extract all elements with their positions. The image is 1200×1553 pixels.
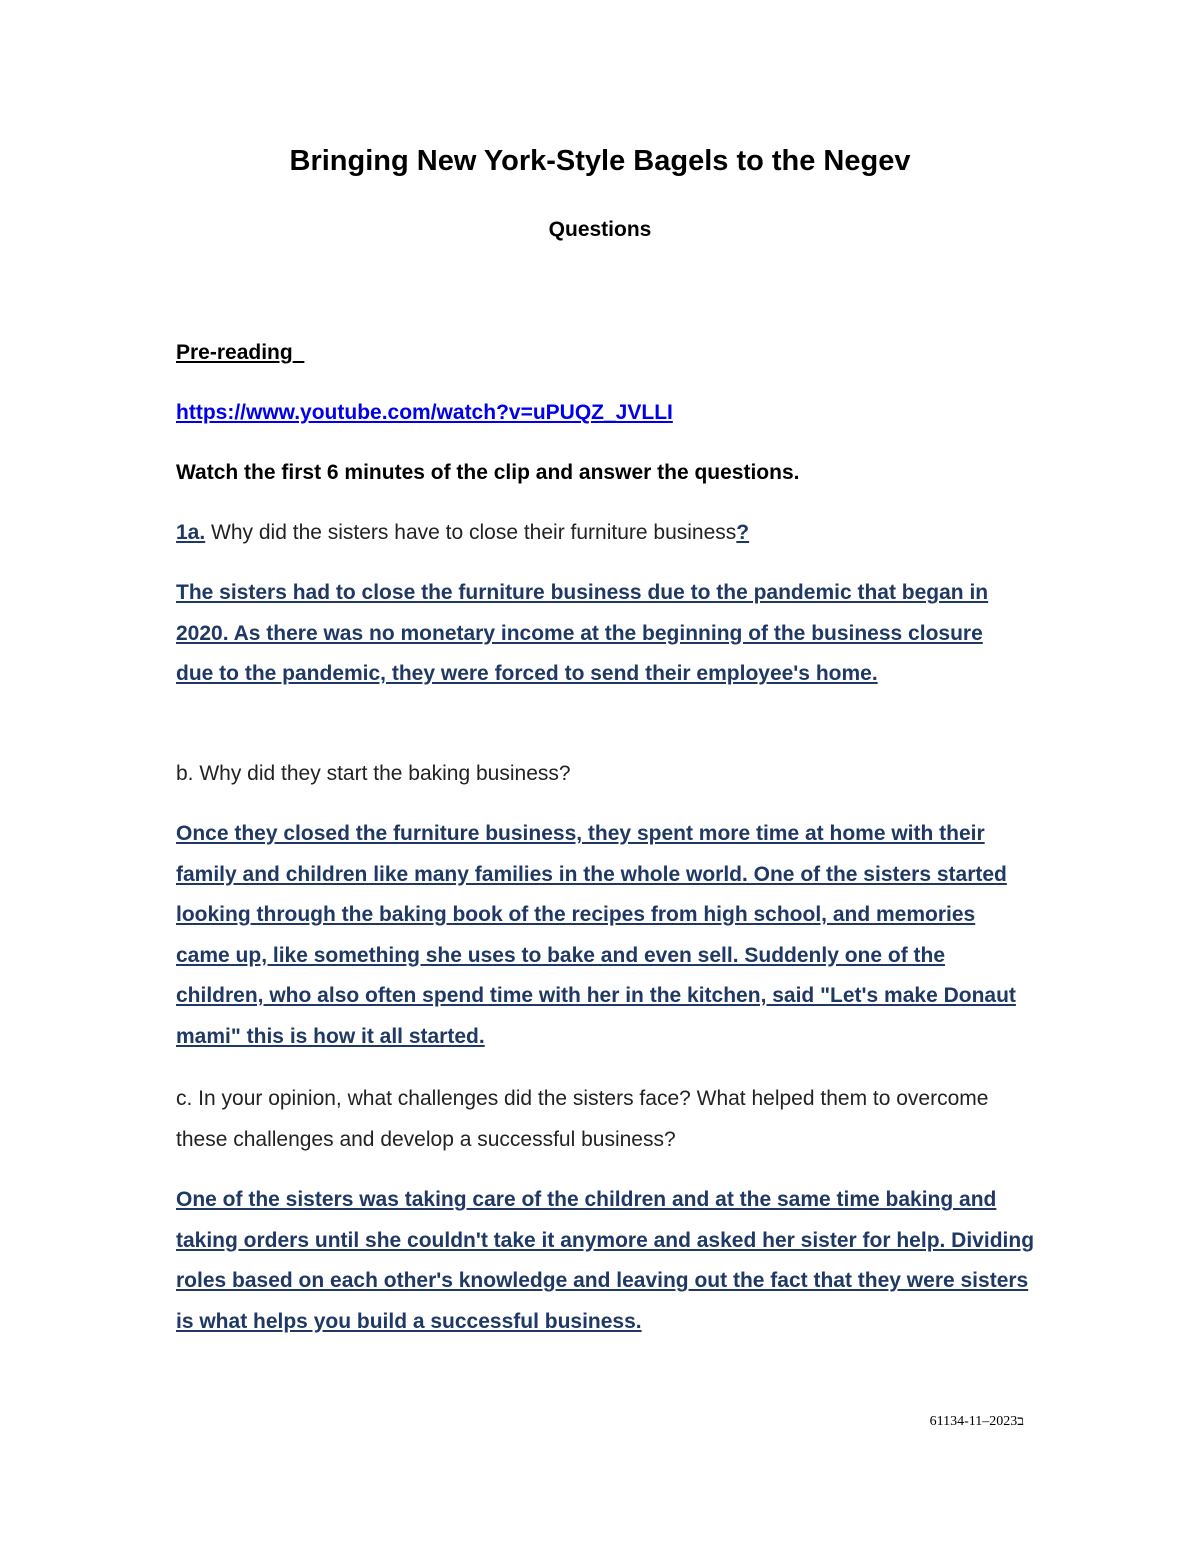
document-subtitle: Questions [548,218,652,241]
question-1a-text: Why did the sisters have to close their furniture business [205,521,737,544]
answer-1b: Once they closed the furniture business, they spent more time at home with their family and children like many families in the whole world. One of the sisters started looking through the baking book of the recipes from high school, and memories came up, like something she uses to bake and even sell. Suddenly one of the children, who also often spend time with her in the kitchen, said "Let's make Donaut mami" this is how it all started. [176,822,1016,1048]
instruction-text: Watch the first 6 minutes of the clip and answer the questions. [176,461,800,484]
section-heading: Pre-reading [176,341,293,364]
answer-1a: The sisters had to close the furniture business due to the pandemic that began in 2020. As there was no monetary income at the beginning of the business closure due to the pandemic, they were forced to send their employee's home. [176,581,989,685]
answer-1c: One of the sisters was taking care of the children and at the same time baking and taking orders until she couldn't take it anymore and asked her sister for help. Dividing roles based on each other's knowledge and leaving out the fact that they were sisters is what helps you build a successful business. [176,1188,1035,1333]
video-link-container [176,393,1036,434]
video-link[interactable]: https://www.youtube.com/watch?v=uPUQZ_JVLLI [176,401,673,424]
question-1b: b. Why did they start the baking business? [176,762,571,785]
section-heading-container [176,333,1036,374]
question-1a [176,513,1036,554]
footer-code: 61134-11–2023ב [929,1414,1024,1429]
question-1a-mark: ? [736,521,750,544]
document-title: Bringing New York-Style Bagels to the Negev [289,145,911,177]
question-1c: c. In your opinion, what challenges did the sisters face? What helped them to overcome these challenges and develop a successful business? [176,1087,989,1151]
question-1a-number: 1a. [176,521,206,544]
